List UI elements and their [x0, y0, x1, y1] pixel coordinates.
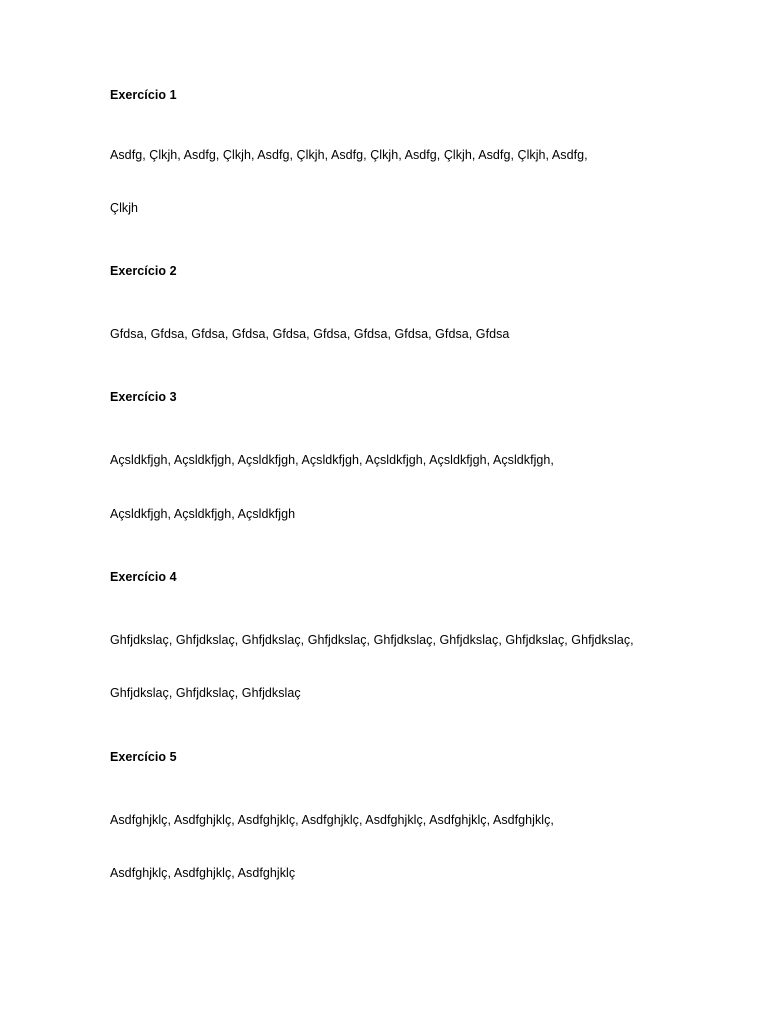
exercise-3-line-2: Açsldkfjgh, Açsldkfjgh, Açsldkfjgh [110, 507, 296, 521]
exercise-2-line-1: Gfdsa, Gfdsa, Gfdsa, Gfdsa, Gfdsa, Gfdsa, Gfdsa, Gfdsa, Gfdsa, Gfdsa [110, 327, 510, 341]
exercise-4-line-2: Ghfjdkslaç, Ghfjdkslaç, Ghfjdkslaç [110, 686, 301, 700]
exercise-5-line-1: Asdfghjklç, Asdfghjklç, Asdfghjklç, Asdfghjklç, Asdfghjklç, Asdfghjklç, Asdfghjklç, [110, 813, 554, 827]
exercise-1-line-1: Asdfg, Çlkjh, Asdfg, Çlkjh, Asdfg, Çlkjh, Asdfg, Çlkjh, Asdfg, Çlkjh, Asdfg, Çlkjh, Asdfg, [110, 148, 588, 162]
exercise-1-heading: Exercício 1 [110, 88, 177, 102]
exercise-3-heading: Exercício 3 [110, 390, 177, 404]
exercise-2-heading: Exercício 2 [110, 264, 177, 278]
exercise-3-line-1: Açsldkfjgh, Açsldkfjgh, Açsldkfjgh, Açsldkfjgh, Açsldkfjgh, Açsldkfjgh, Açsldkfjgh, [110, 453, 554, 467]
exercise-5-heading: Exercício 5 [110, 750, 177, 764]
exercise-4-line-1: Ghfjdkslaç, Ghfjdkslaç, Ghfjdkslaç, Ghfjdkslaç, Ghfjdkslaç, Ghfjdkslaç, Ghfjdkslaç, Ghfjdkslaç, [110, 633, 634, 647]
exercise-4-heading: Exercício 4 [110, 570, 177, 584]
exercise-1-line-2: Çlkjh [110, 201, 139, 215]
exercise-5-line-2: Asdfghjklç, Asdfghjklç, Asdfghjklç [110, 866, 296, 880]
